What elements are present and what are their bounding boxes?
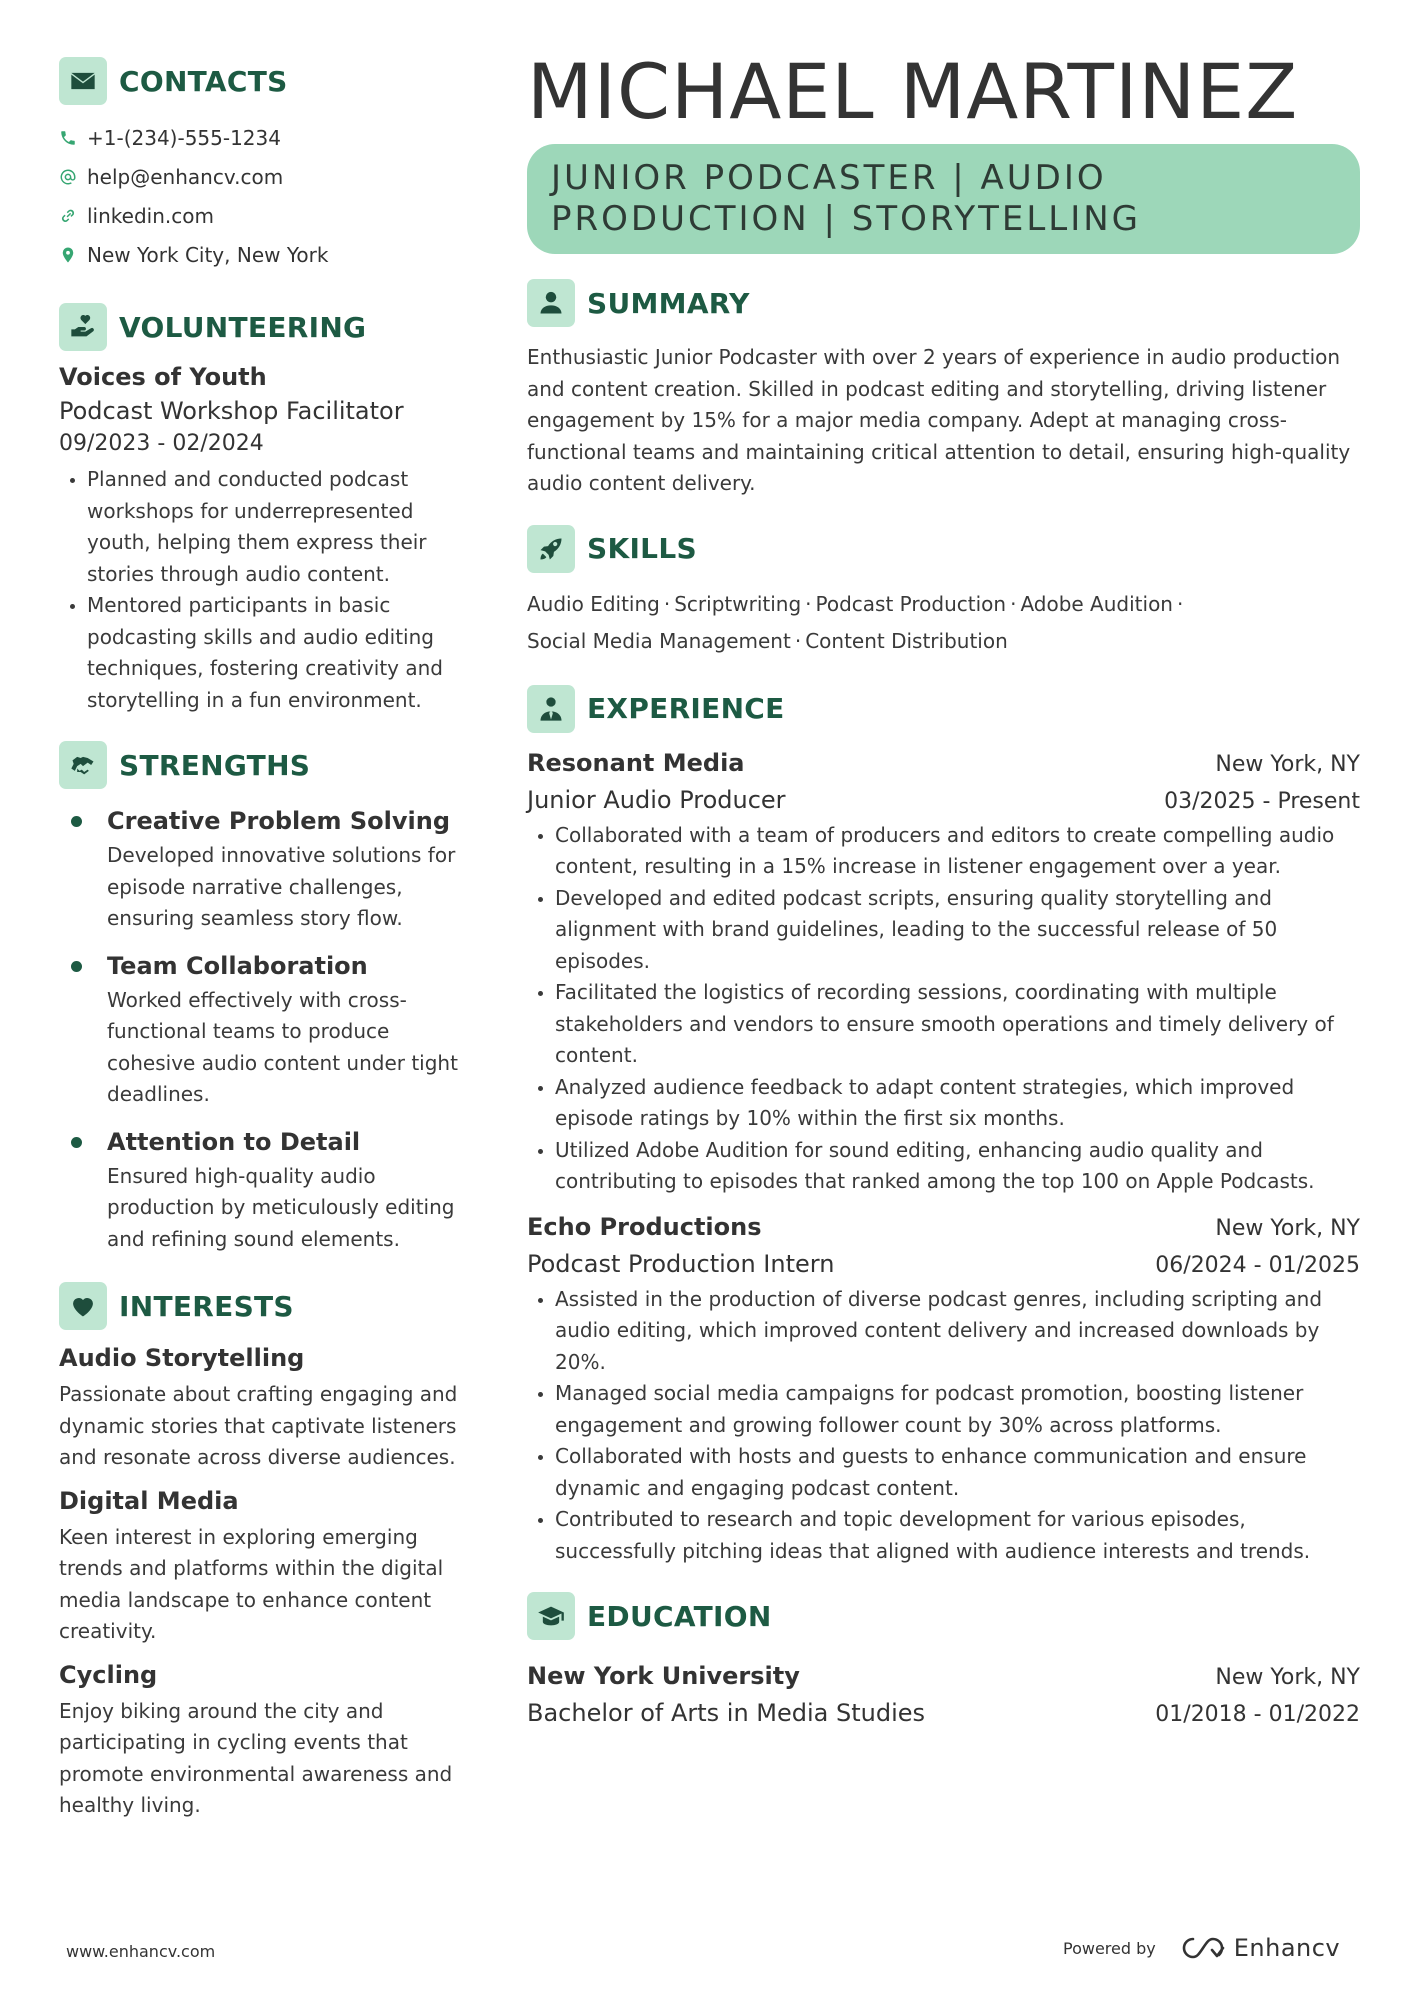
hand-heart-icon <box>59 303 107 351</box>
enhancv-logo-icon <box>1180 1935 1226 1961</box>
skills-header <box>527 524 1360 574</box>
list-item: • Contributed to research and topic development for various episodes, successfully pitching ideas that aligned with audience interests and trends. <box>555 1504 1360 1567</box>
strength-desc: Developed innovative solutions for episode narrative challenges, ensuring seamless story flow. <box>107 843 456 930</box>
title-line-1: JUNIOR PODCASTER | AUDIO <box>551 158 1107 198</box>
list-item: • Collaborated with hosts and guests to enhance communication and ensure dynamic and engaging podcast content. <box>555 1441 1360 1504</box>
volunteering-header <box>59 302 469 352</box>
volunteering-org: Voices of Youth <box>59 363 267 391</box>
skill-item: Social Media Management <box>527 628 791 653</box>
brand-name: Enhancv <box>1233 1934 1341 1962</box>
education-school: New York University <box>527 1662 800 1690</box>
education-header <box>527 1591 1360 1641</box>
job-bullets <box>527 820 1360 1198</box>
contact-linkedin[interactable] <box>59 196 469 235</box>
person-icon <box>527 279 575 327</box>
bullet-dot-icon <box>59 949 107 1111</box>
list-item: • Assisted in the production of diverse podcast genres, including scripting and audio editing, which improved content delivery and increased downloads by 20%. <box>555 1284 1360 1379</box>
contacts-heading: CONTACTS <box>119 64 288 98</box>
footer-branding <box>1063 1934 1340 1962</box>
skill-item: Adobe Audition <box>1020 591 1173 616</box>
link-icon <box>59 207 87 225</box>
title-banner <box>527 144 1360 254</box>
skill-item: Content Distribution <box>805 628 1008 653</box>
skills-heading: SKILLS <box>587 532 697 565</box>
handshake-icon <box>59 741 107 789</box>
bullet-dot-icon <box>59 804 107 935</box>
interest-title: Audio Storytelling <box>59 1344 305 1372</box>
skills-section <box>527 524 1360 660</box>
interests-heading: INTERESTS <box>119 1289 294 1323</box>
volunteering-dates: 09/2023 - 02/2024 <box>59 431 264 456</box>
strength-item <box>59 1125 469 1256</box>
strength-title: Creative Problem Solving <box>107 807 450 835</box>
email-text: help@enhancv.com <box>87 164 284 189</box>
list-item: • Facilitated the logistics of recording sessions, coordinating with multiple stakeholders and vendors to ensure smooth operations and timely delivery of content. <box>555 977 1360 1072</box>
candidate-name: MICHAEL MARTINEZ <box>527 47 1299 136</box>
summary-section <box>527 278 1360 500</box>
interests-list <box>59 1341 469 1822</box>
volunteering-bullets <box>59 464 469 716</box>
title-line-2: PRODUCTION | STORYTELLING <box>551 199 1142 239</box>
education-location: New York, NY <box>1215 1665 1360 1690</box>
footer-website[interactable]: www.enhancv.com <box>66 1942 216 1961</box>
heart-icon <box>59 1282 107 1330</box>
job-role: Junior Audio Producer <box>527 785 786 814</box>
education-section <box>527 1591 1360 1733</box>
powered-by-label: Powered by <box>1063 1938 1156 1958</box>
job-dates: 03/2025 - Present <box>1164 788 1360 814</box>
skill-separator: · <box>1176 591 1184 616</box>
list-item: • Planned and conducted podcast workshops for underrepresented youth, helping them express their stories through audio content. <box>87 464 469 590</box>
strengths-list <box>59 804 469 1255</box>
linkedin-text: linkedin.com <box>87 203 214 228</box>
location-pin-icon <box>59 246 87 264</box>
interest-desc: Keen interest in exploring emerging trends and platforms within the digital media landscape to enhance content creativity. <box>59 1524 444 1643</box>
bullet-dot-icon <box>59 1125 107 1256</box>
phone-text: +1-(234)-555-1234 <box>87 125 281 150</box>
interest-item <box>59 1341 469 1474</box>
job-entry <box>527 746 1360 1198</box>
brand-logo[interactable] <box>1180 1934 1340 1962</box>
contact-phone[interactable] <box>59 118 469 157</box>
contact-email[interactable] <box>59 157 469 196</box>
experience-heading: EXPERIENCE <box>587 692 785 725</box>
left-column <box>59 56 469 1822</box>
list-item: • Utilized Adobe Audition for sound editing, enhancing audio quality and contributing to episodes that ranked among the top 100 on Apple Podcasts. <box>555 1135 1360 1198</box>
job-entry <box>527 1210 1360 1568</box>
strength-item <box>59 804 469 935</box>
experience-header <box>527 684 1360 734</box>
list-item: • Collaborated with a team of producers and editors to create compelling audio content, resulting in a 15% increase in listener engagement over a year. <box>555 820 1360 883</box>
interest-title: Cycling <box>59 1660 158 1689</box>
interest-desc: Passionate about crafting engaging and dynamic stories that captivate listeners and resonate across diverse audiences. <box>59 1382 458 1469</box>
list-item: • Developed and edited podcast scripts, ensuring quality storytelling and alignment with brand guidelines, leading to the successful release of 50 episodes. <box>555 883 1360 978</box>
summary-header <box>527 278 1360 328</box>
strengths-heading: STRENGTHS <box>119 748 311 782</box>
volunteering-heading: VOLUNTEERING <box>119 310 367 344</box>
at-icon <box>59 168 87 186</box>
job-location: New York, NY <box>1215 1215 1360 1241</box>
skill-item: Scriptwriting <box>674 591 802 616</box>
interest-desc: Enjoy biking around the city and participating in cycling events that promote environmental awareness and healthy living. <box>59 1698 453 1817</box>
briefcase-person-icon <box>527 685 575 733</box>
skills-list <box>527 586 1360 660</box>
job-company: Echo Productions <box>527 1212 762 1241</box>
job-role: Podcast Production Intern <box>527 1249 835 1278</box>
job-company: Resonant Media <box>527 748 745 777</box>
strength-desc: Ensured high-quality audio production by meticulously editing and refining sound elements. <box>107 1163 455 1251</box>
skill-separator: · <box>805 591 812 616</box>
strength-title: Team Collaboration <box>107 951 368 980</box>
skill-separator: · <box>794 628 802 653</box>
job-location: New York, NY <box>1215 751 1360 777</box>
graduation-cap-icon <box>527 1592 575 1640</box>
strength-title: Attention to Detail <box>107 1127 361 1156</box>
education-degree: Bachelor of Arts in Media Studies <box>527 1699 926 1727</box>
job-bullets <box>527 1284 1360 1568</box>
experience-section <box>527 684 1360 1568</box>
strength-item <box>59 949 469 1111</box>
interest-item <box>59 1484 469 1648</box>
contact-list <box>59 118 469 274</box>
summary-text: Enthusiastic Junior Podcaster with over 2 years of experience in audio production and content creation. Skilled in podcast editing and storytelling, driving listener engagement by 15% for a major media company. Adept at managing cross-functional teams and maintaining critical attention to detail, ensuring high-quality audio content delivery. <box>527 345 1351 495</box>
summary-heading: SUMMARY <box>587 286 750 320</box>
skill-item: Audio Editing <box>527 591 660 616</box>
rocket-icon <box>527 525 575 573</box>
phone-icon <box>59 129 87 147</box>
interest-item <box>59 1658 469 1822</box>
volunteering-role: Podcast Workshop Facilitator <box>59 397 404 425</box>
strength-desc: Worked effectively with cross-functional teams to produce cohesive audio content under tight deadlines. <box>107 987 458 1106</box>
education-entry <box>527 1659 1360 1733</box>
education-dates: 01/2018 - 01/2022 <box>1155 1702 1360 1727</box>
interests-header <box>59 1281 469 1331</box>
job-dates: 06/2024 - 01/2025 <box>1155 1252 1360 1278</box>
skill-separator: · <box>1010 591 1017 616</box>
skill-separator: · <box>663 591 671 616</box>
list-item: • Mentored participants in basic podcasting skills and audio editing techniques, fostering creativity and storytelling in a fun environment. <box>87 590 469 716</box>
volunteering-entry <box>59 360 469 716</box>
list-item: • Managed social media campaigns for podcast promotion, boosting listener engagement and growing follower count by 30% across platforms. <box>555 1378 1360 1441</box>
interest-title: Digital Media <box>59 1486 239 1515</box>
list-item: • Analyzed audience feedback to adapt content strategies, which improved episode ratings by 10% within the first six months. <box>555 1072 1360 1135</box>
strengths-header <box>59 740 469 790</box>
location-text: New York City, New York <box>87 242 329 267</box>
education-heading: EDUCATION <box>587 1599 772 1633</box>
contact-location <box>59 235 469 274</box>
right-column <box>527 47 1360 1733</box>
envelope-icon <box>59 57 107 105</box>
skill-item: Podcast Production <box>815 591 1007 616</box>
contacts-header <box>59 56 469 106</box>
